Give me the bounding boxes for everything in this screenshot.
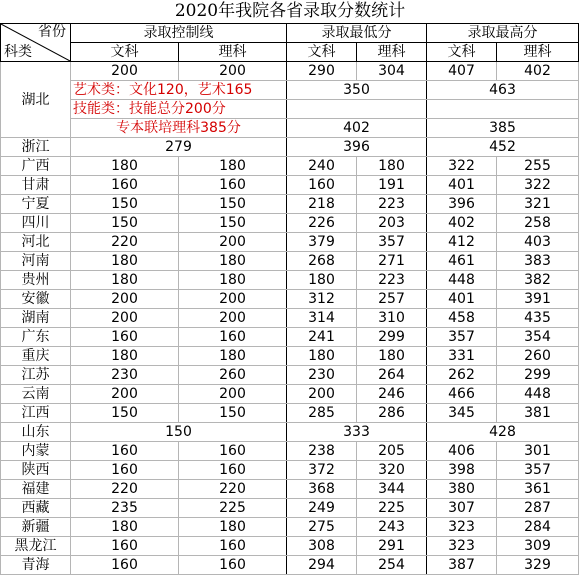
score-cell: 258 bbox=[497, 214, 579, 233]
score-cell: 314 bbox=[287, 309, 357, 328]
province-name: 广东 bbox=[1, 328, 71, 347]
score-cell: 246 bbox=[357, 385, 427, 404]
score-cell: 180 bbox=[287, 347, 357, 366]
score-cell: 180 bbox=[71, 271, 179, 290]
score-cell: 322 bbox=[427, 157, 497, 176]
score-cell: 271 bbox=[357, 252, 427, 271]
table-row bbox=[1, 309, 579, 328]
table-row-hubei-art bbox=[1, 81, 579, 100]
score-cell: 323 bbox=[427, 518, 497, 537]
header-row-groups bbox=[1, 24, 579, 43]
score-cell: 160 bbox=[179, 537, 287, 556]
score-cell: 290 bbox=[287, 62, 357, 81]
province-name: 河南 bbox=[1, 252, 71, 271]
score-cell: 396 bbox=[427, 195, 497, 214]
score-cell: 357 bbox=[427, 328, 497, 347]
score-cell: 180 bbox=[71, 157, 179, 176]
corner-province-label: 省份 bbox=[38, 24, 66, 40]
province-name: 云南 bbox=[1, 385, 71, 404]
table-row-shandong bbox=[1, 423, 579, 442]
score-cell: 284 bbox=[497, 518, 579, 537]
table-row bbox=[1, 195, 579, 214]
province-name: 江西 bbox=[1, 404, 71, 423]
table-row bbox=[1, 176, 579, 195]
score-cell: 241 bbox=[287, 328, 357, 347]
score-cell: 160 bbox=[179, 328, 287, 347]
corner-category-label: 科类 bbox=[4, 44, 32, 60]
table-row-hubei-zhuanben bbox=[1, 119, 579, 138]
score-cell: 321 bbox=[497, 195, 579, 214]
score-cell: 264 bbox=[357, 366, 427, 385]
header-row-subjects bbox=[1, 43, 579, 62]
score-cell: 285 bbox=[287, 404, 357, 423]
score-cell: 180 bbox=[357, 157, 427, 176]
skill-min-score bbox=[287, 100, 427, 119]
score-cell: 383 bbox=[497, 252, 579, 271]
zhuanben-note: 专本联培理科385分 bbox=[71, 119, 287, 138]
score-cell: 235 bbox=[71, 499, 179, 518]
score-cell: 382 bbox=[497, 271, 579, 290]
province-name: 西藏 bbox=[1, 499, 71, 518]
score-cell: 160 bbox=[179, 176, 287, 195]
score-cell: 286 bbox=[357, 404, 427, 423]
score-cell: 160 bbox=[71, 556, 179, 575]
province-name: 陕西 bbox=[1, 461, 71, 480]
score-cell: 320 bbox=[357, 461, 427, 480]
score-cell: 150 bbox=[71, 195, 179, 214]
province-name: 内蒙 bbox=[1, 442, 71, 461]
score-cell: 275 bbox=[287, 518, 357, 537]
score-cell: 291 bbox=[357, 537, 427, 556]
table-row bbox=[1, 290, 579, 309]
score-cell: 308 bbox=[287, 537, 357, 556]
province-name: 山东 bbox=[1, 423, 71, 442]
province-name: 江苏 bbox=[1, 366, 71, 385]
table-title: 2020年我院各省录取分数统计 bbox=[174, 1, 406, 21]
zhuanben-max-score: 385 bbox=[427, 119, 579, 138]
score-cell: 379 bbox=[287, 233, 357, 252]
score-cell: 402 bbox=[427, 214, 497, 233]
score-cell: 322 bbox=[497, 176, 579, 195]
score-cell: 203 bbox=[357, 214, 427, 233]
score-cell: 205 bbox=[357, 442, 427, 461]
skill-max-score bbox=[427, 100, 579, 119]
score-cell: 381 bbox=[497, 404, 579, 423]
header-max-score: 录取最高分 bbox=[427, 24, 579, 43]
table-row bbox=[1, 271, 579, 290]
table-row-hubei-skill bbox=[1, 100, 579, 119]
score-cell: 200 bbox=[287, 385, 357, 404]
score-cell: 200 bbox=[179, 385, 287, 404]
table-row bbox=[1, 518, 579, 537]
score-cell: 218 bbox=[287, 195, 357, 214]
score-cell: 329 bbox=[497, 556, 579, 575]
score-cell: 301 bbox=[497, 442, 579, 461]
max-score-merged: 428 bbox=[427, 423, 579, 442]
score-cell: 240 bbox=[287, 157, 357, 176]
score-cell: 180 bbox=[71, 252, 179, 271]
table-row bbox=[1, 366, 579, 385]
min-score-merged: 396 bbox=[287, 138, 427, 157]
score-cell: 200 bbox=[179, 309, 287, 328]
score-cell: 150 bbox=[179, 214, 287, 233]
score-cell: 461 bbox=[427, 252, 497, 271]
header-control-line: 录取控制线 bbox=[71, 24, 287, 43]
province-name: 湖北 bbox=[1, 62, 71, 138]
header-li: 理科 bbox=[179, 43, 287, 62]
score-cell: 200 bbox=[179, 62, 287, 81]
zhuanben-min-score: 402 bbox=[287, 119, 427, 138]
art-max-score: 463 bbox=[427, 81, 579, 100]
score-cell: 180 bbox=[287, 271, 357, 290]
table-row bbox=[1, 404, 579, 423]
score-cell: 160 bbox=[71, 442, 179, 461]
score-cell: 287 bbox=[497, 499, 579, 518]
score-cell: 304 bbox=[357, 62, 427, 81]
table-row bbox=[1, 385, 579, 404]
score-cell: 398 bbox=[427, 461, 497, 480]
score-cell: 401 bbox=[427, 176, 497, 195]
score-cell: 372 bbox=[287, 461, 357, 480]
corner-header bbox=[1, 24, 71, 62]
score-cell: 323 bbox=[427, 537, 497, 556]
score-cell: 238 bbox=[287, 442, 357, 461]
skill-category-note: 技能类：技能总分200分 bbox=[71, 100, 287, 119]
score-cell: 220 bbox=[179, 480, 287, 499]
score-cell: 200 bbox=[71, 290, 179, 309]
score-cell: 401 bbox=[427, 290, 497, 309]
score-cell: 407 bbox=[427, 62, 497, 81]
header-min-score: 录取最低分 bbox=[287, 24, 427, 43]
score-cell: 294 bbox=[287, 556, 357, 575]
score-cell: 243 bbox=[357, 518, 427, 537]
score-cell: 160 bbox=[71, 328, 179, 347]
score-cell: 260 bbox=[497, 347, 579, 366]
score-cell: 200 bbox=[71, 385, 179, 404]
province-name: 湖南 bbox=[1, 309, 71, 328]
table-row bbox=[1, 556, 579, 575]
score-cell: 310 bbox=[357, 309, 427, 328]
score-cell: 268 bbox=[287, 252, 357, 271]
header-li: 理科 bbox=[497, 43, 579, 62]
province-name: 贵州 bbox=[1, 271, 71, 290]
header-li: 理科 bbox=[357, 43, 427, 62]
score-cell: 255 bbox=[497, 157, 579, 176]
province-name: 广西 bbox=[1, 157, 71, 176]
score-cell: 180 bbox=[71, 347, 179, 366]
score-cell: 354 bbox=[497, 328, 579, 347]
score-cell: 345 bbox=[427, 404, 497, 423]
score-cell: 160 bbox=[71, 461, 179, 480]
control-line-merged: 279 bbox=[71, 138, 287, 157]
table-row bbox=[1, 480, 579, 499]
score-cell: 180 bbox=[179, 252, 287, 271]
score-cell: 307 bbox=[427, 499, 497, 518]
score-cell: 160 bbox=[71, 537, 179, 556]
score-cell: 160 bbox=[71, 176, 179, 195]
score-cell: 309 bbox=[497, 537, 579, 556]
province-name: 安徽 bbox=[1, 290, 71, 309]
table-row bbox=[1, 157, 579, 176]
header-wen: 文科 bbox=[427, 43, 497, 62]
province-name: 新疆 bbox=[1, 518, 71, 537]
score-cell: 331 bbox=[427, 347, 497, 366]
table-row-hubei bbox=[1, 62, 579, 81]
score-cell: 160 bbox=[287, 176, 357, 195]
score-cell: 357 bbox=[497, 461, 579, 480]
table-row bbox=[1, 442, 579, 461]
score-cell: 223 bbox=[357, 271, 427, 290]
header-wen: 文科 bbox=[71, 43, 179, 62]
control-line-merged: 150 bbox=[71, 423, 287, 442]
province-name: 四川 bbox=[1, 214, 71, 233]
max-score-merged: 452 bbox=[427, 138, 579, 157]
score-cell: 254 bbox=[357, 556, 427, 575]
score-cell: 466 bbox=[427, 385, 497, 404]
score-cell: 220 bbox=[71, 233, 179, 252]
score-cell: 150 bbox=[179, 195, 287, 214]
score-cell: 180 bbox=[71, 518, 179, 537]
score-cell: 406 bbox=[427, 442, 497, 461]
score-cell: 257 bbox=[357, 290, 427, 309]
min-score-merged: 333 bbox=[287, 423, 427, 442]
score-cell: 361 bbox=[497, 480, 579, 499]
score-cell: 180 bbox=[179, 347, 287, 366]
score-cell: 150 bbox=[71, 214, 179, 233]
score-cell: 200 bbox=[71, 62, 179, 81]
score-cell: 368 bbox=[287, 480, 357, 499]
score-cell: 435 bbox=[497, 309, 579, 328]
score-cell: 230 bbox=[287, 366, 357, 385]
table-row bbox=[1, 461, 579, 480]
province-name: 福建 bbox=[1, 480, 71, 499]
table-row bbox=[1, 347, 579, 366]
score-cell: 448 bbox=[497, 385, 579, 404]
score-cell: 160 bbox=[179, 461, 287, 480]
score-cell: 380 bbox=[427, 480, 497, 499]
score-cell: 226 bbox=[287, 214, 357, 233]
score-cell: 150 bbox=[71, 404, 179, 423]
score-cell: 312 bbox=[287, 290, 357, 309]
score-cell: 180 bbox=[357, 347, 427, 366]
score-cell: 412 bbox=[427, 233, 497, 252]
table-row bbox=[1, 328, 579, 347]
score-cell: 191 bbox=[357, 176, 427, 195]
score-table bbox=[0, 23, 579, 575]
score-cell: 200 bbox=[179, 233, 287, 252]
score-cell: 402 bbox=[497, 62, 579, 81]
score-cell: 223 bbox=[357, 195, 427, 214]
score-cell: 230 bbox=[71, 366, 179, 385]
table-row-zhejiang bbox=[1, 138, 579, 157]
score-cell: 458 bbox=[427, 309, 497, 328]
score-cell: 225 bbox=[357, 499, 427, 518]
score-cell: 160 bbox=[179, 442, 287, 461]
score-cell: 357 bbox=[357, 233, 427, 252]
province-name: 河北 bbox=[1, 233, 71, 252]
table-row bbox=[1, 537, 579, 556]
score-cell: 225 bbox=[179, 499, 287, 518]
score-cell: 180 bbox=[179, 271, 287, 290]
province-name: 重庆 bbox=[1, 347, 71, 366]
score-cell: 344 bbox=[357, 480, 427, 499]
score-cell: 220 bbox=[71, 480, 179, 499]
score-cell: 150 bbox=[179, 404, 287, 423]
score-cell: 200 bbox=[71, 309, 179, 328]
art-min-score: 350 bbox=[287, 81, 427, 100]
table-row bbox=[1, 499, 579, 518]
score-cell: 391 bbox=[497, 290, 579, 309]
art-category-note: 艺术类：文化120，艺术165 bbox=[71, 81, 287, 100]
province-name: 浙江 bbox=[1, 138, 71, 157]
score-cell: 200 bbox=[179, 290, 287, 309]
score-cell: 249 bbox=[287, 499, 357, 518]
table-row bbox=[1, 233, 579, 252]
score-cell: 299 bbox=[357, 328, 427, 347]
province-name: 青海 bbox=[1, 556, 71, 575]
table-row bbox=[1, 214, 579, 233]
province-name: 黑龙江 bbox=[1, 537, 71, 556]
score-cell: 387 bbox=[427, 556, 497, 575]
score-cell: 180 bbox=[179, 518, 287, 537]
score-cell: 448 bbox=[427, 271, 497, 290]
score-cell: 299 bbox=[497, 366, 579, 385]
province-name: 甘肃 bbox=[1, 176, 71, 195]
table-row bbox=[1, 252, 579, 271]
score-cell: 262 bbox=[427, 366, 497, 385]
score-cell: 260 bbox=[179, 366, 287, 385]
score-cell: 180 bbox=[179, 157, 287, 176]
score-cell: 403 bbox=[497, 233, 579, 252]
province-name: 宁夏 bbox=[1, 195, 71, 214]
header-wen: 文科 bbox=[287, 43, 357, 62]
score-cell: 160 bbox=[179, 556, 287, 575]
